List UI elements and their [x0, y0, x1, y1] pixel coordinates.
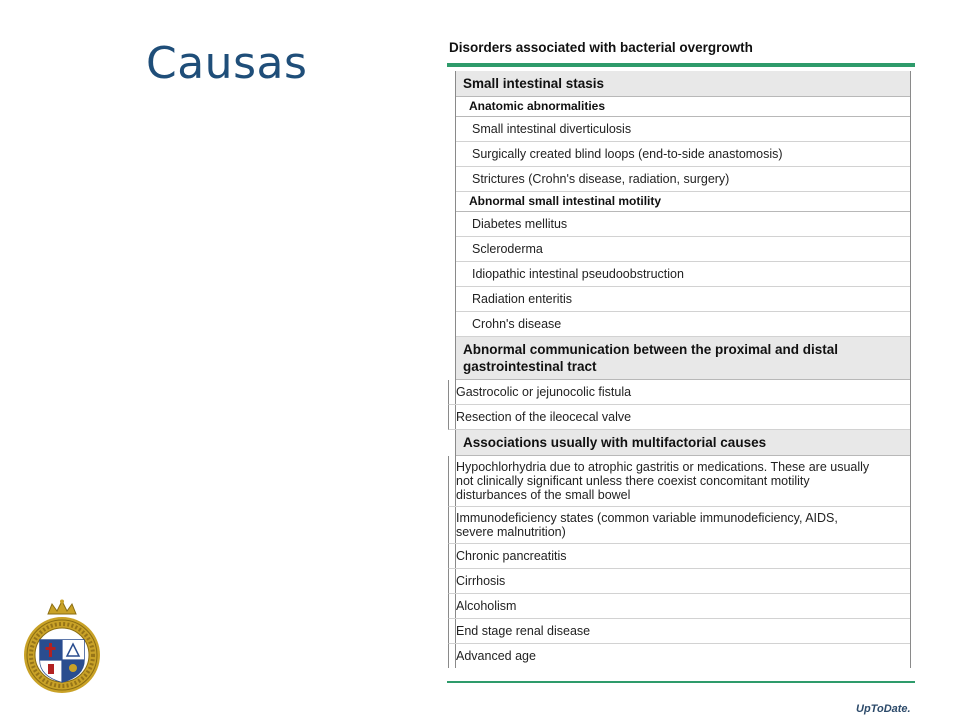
row-text-line: Immunodeficiency states (common variable immunodeficiency, AIDS,: [456, 511, 838, 525]
table-row-hypochlorhydria: [448, 456, 910, 507]
table-row: End stage renal disease: [448, 619, 910, 644]
table-row: Gastrocolic or jejunocolic fistula: [448, 380, 910, 405]
table-row: Idiopathic intestinal pseudoobstruction: [456, 262, 910, 287]
table-body: [455, 71, 911, 668]
row-text-line: Hypochlorhydria due to atrophic gastritis or medications. These are usually: [456, 460, 870, 474]
table-row: Resection of the ileocecal valve: [448, 405, 910, 430]
table-caption: Disorders associated with bacterial overgrowth: [449, 40, 753, 55]
section-header-multifactorial: Associations usually with multifactorial causes: [456, 430, 910, 456]
table-row: Small intestinal diverticulosis: [456, 117, 910, 142]
table-row: Diabetes mellitus: [456, 212, 910, 237]
slide-title: Causas: [146, 38, 308, 89]
table-row: Cirrhosis: [448, 569, 910, 594]
table-row: Strictures (Crohn's disease, radiation, surgery): [456, 167, 910, 192]
subsection-header-motility: Abnormal small intestinal motility: [456, 192, 910, 212]
section-header-stasis: Small intestinal stasis: [456, 71, 910, 97]
disorders-table: [447, 63, 915, 683]
table-row: Surgically created blind loops (end-to-side anastomosis): [456, 142, 910, 167]
row-text-line: disturbances of the small bowel: [456, 488, 631, 502]
row-text-line: severe malnutrition): [456, 525, 566, 539]
table-row: Scleroderma: [456, 237, 910, 262]
university-crest-icon: [22, 598, 102, 698]
section-title-line: gastrointestinal tract: [463, 359, 597, 374]
table-row: Alcoholism: [448, 594, 910, 619]
table-row: Crohn's disease: [456, 312, 910, 337]
uptodate-branding: UpToDate.: [856, 703, 911, 715]
row-text-line: not clinically significant unless there coexist concomitant motility: [456, 474, 810, 488]
section-header-communication: [456, 337, 910, 380]
subsection-header-anatomic: Anatomic abnormalities: [456, 97, 910, 117]
table-row-immunodeficiency: [448, 507, 910, 544]
section-title-line: Abnormal communication between the proximal and distal: [463, 342, 839, 357]
table-row: Chronic pancreatitis: [448, 544, 910, 569]
table-row: Advanced age: [448, 644, 910, 668]
table-row: Radiation enteritis: [456, 287, 910, 312]
